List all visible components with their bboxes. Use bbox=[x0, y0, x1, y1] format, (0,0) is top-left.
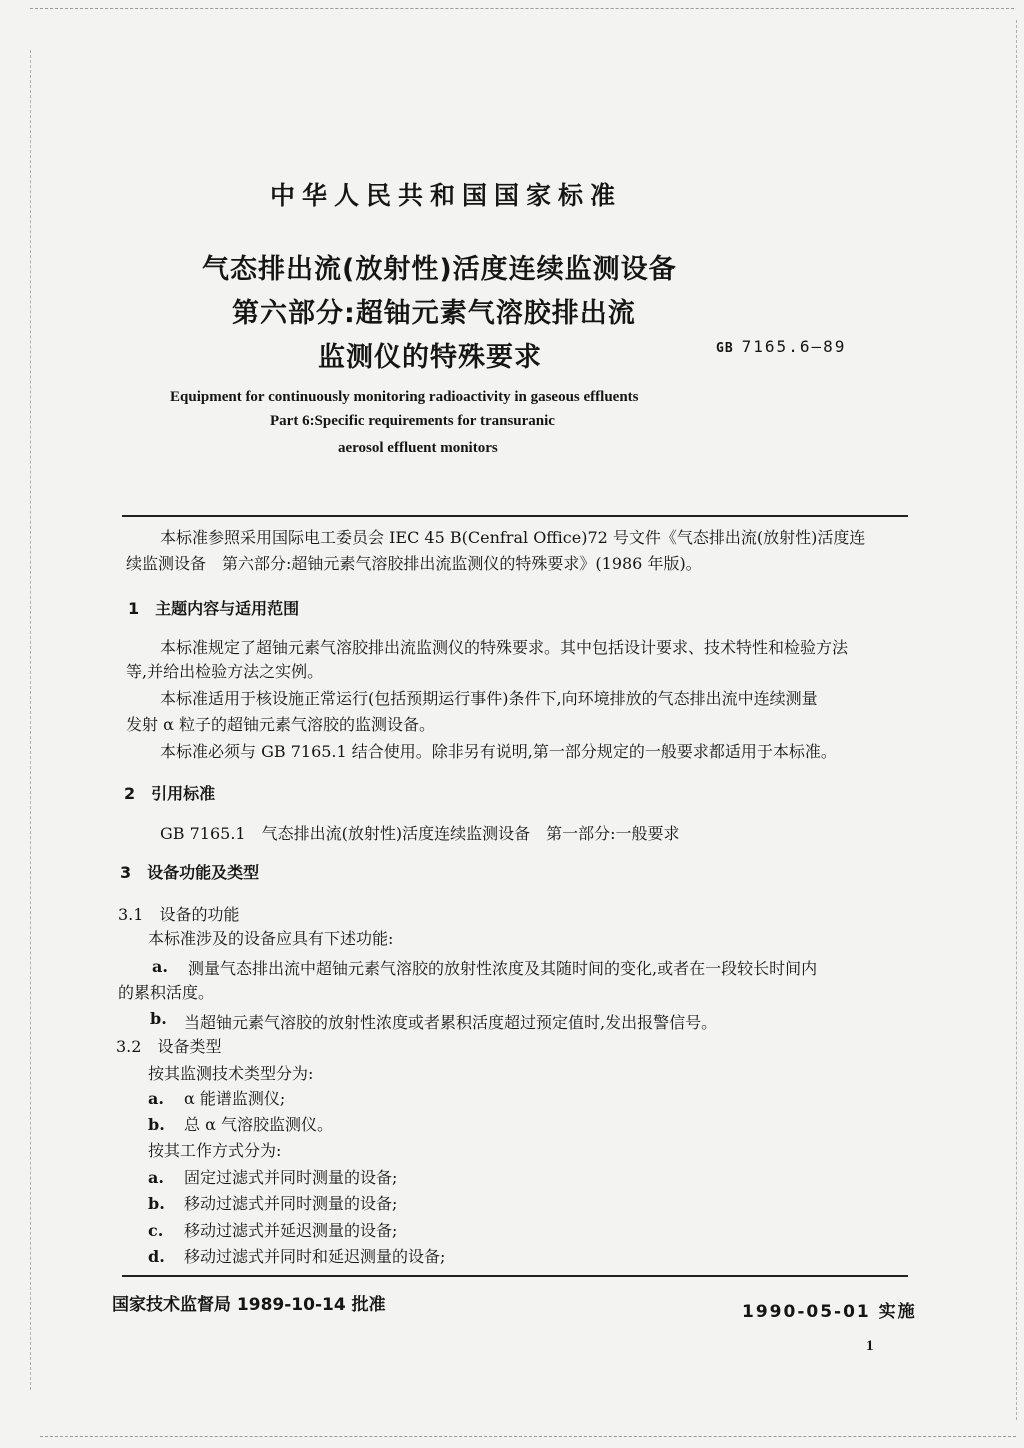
section-3-heading: 3 设备功能及类型 bbox=[120, 863, 260, 882]
work-mode-d-label: d. bbox=[148, 1247, 165, 1266]
section-1-line-2: 等,并给出检验方法之实例。 bbox=[126, 662, 324, 681]
header-divider bbox=[122, 515, 908, 517]
standard-type-heading: 中华人民共和国国家标准 bbox=[270, 181, 623, 210]
section-1-line-4: 发射 α 粒子的超铀元素气溶胶的监测设备。 bbox=[126, 715, 435, 734]
work-mode-d-text: 移动过滤式并同时和延迟测量的设备; bbox=[184, 1247, 446, 1266]
work-mode-a-label: a. bbox=[148, 1168, 164, 1187]
section-3-1-heading: 3.1 设备的功能 bbox=[118, 905, 240, 924]
work-mode-a-text: 固定过滤式并同时测量的设备; bbox=[184, 1168, 398, 1187]
work-mode-c-text: 移动过滤式并延迟测量的设备; bbox=[184, 1221, 398, 1240]
section-1-line-3: 本标准适用于核设施正常运行(包括预期运行事件)条件下,向环境排放的气态排出流中连续测量 bbox=[160, 689, 818, 708]
english-title-line-2: Part 6:Specific requirements for transuranic bbox=[270, 413, 555, 429]
approval-info: 国家技术监督局 1989-10-14 批准 bbox=[112, 1295, 386, 1315]
tech-type-b-text: 总 α 气溶胶监测仪。 bbox=[184, 1115, 333, 1134]
section-3-2-intro-2: 按其工作方式分为: bbox=[148, 1141, 282, 1160]
work-mode-c-label: c. bbox=[148, 1221, 164, 1240]
english-title-line-3: aerosol effluent monitors bbox=[338, 440, 498, 456]
work-mode-b-label: b. bbox=[148, 1194, 165, 1213]
tech-type-b-label: b. bbox=[148, 1115, 165, 1134]
section-1-line-1: 本标准规定了超铀元素气溶胶排出流监测仪的特殊要求。其中包括设计要求、技术特性和检验方法 bbox=[160, 638, 849, 657]
section-3-2-heading: 3.2 设备类型 bbox=[116, 1037, 222, 1056]
title-line-3: 监测仪的特殊要求 bbox=[318, 342, 542, 373]
function-item-b-text: 当超铀元素气溶胶的放射性浓度或者累积活度超过预定值时,发出报警信号。 bbox=[184, 1013, 718, 1032]
work-mode-b-text: 移动过滤式并同时测量的设备; bbox=[184, 1194, 398, 1213]
intro-line-2: 续监测设备 第六部分:超铀元素气溶胶排出流监测仪的特殊要求》(1986 年版)。 bbox=[126, 554, 702, 573]
page-number: 1 bbox=[866, 1338, 874, 1354]
title-line-1: 气态排出流(放射性)活度连续监测设备 bbox=[202, 254, 677, 285]
scan-edge-right bbox=[1016, 20, 1017, 1420]
scan-edge-top bbox=[30, 8, 1014, 9]
function-item-b-label: b. bbox=[150, 1009, 167, 1028]
section-3-2-intro-1: 按其监测技术类型分为: bbox=[148, 1064, 314, 1083]
footer-divider bbox=[122, 1275, 908, 1277]
implementation-date: 1990-05-01 实施 bbox=[742, 1302, 917, 1322]
scan-edge-bottom bbox=[40, 1436, 1016, 1437]
section-1-heading: 1 主题内容与适用范围 bbox=[128, 599, 300, 618]
standard-number bbox=[716, 337, 846, 356]
section-2-line-1: GB 7165.1 气态排出流(放射性)活度连续监测设备 第一部分:一般要求 bbox=[160, 824, 680, 843]
section-1-line-5: 本标准必须与 GB 7165.1 结合使用。除非另有说明,第一部分规定的一般要求都适用于本标准。 bbox=[160, 742, 837, 761]
section-3-1-intro: 本标准涉及的设备应具有下述功能: bbox=[148, 929, 394, 948]
section-2-heading: 2 引用标准 bbox=[124, 784, 216, 803]
intro-line-1: 本标准参照采用国际电工委员会 IEC 45 B(Cenfral Office)72 号文件《气态排出流(放射性)活度连 bbox=[160, 528, 866, 547]
scan-edge-left bbox=[30, 50, 31, 1390]
title-line-2: 第六部分:超铀元素气溶胶排出流 bbox=[232, 298, 636, 329]
function-item-a-line-1: 测量气态排出流中超铀元素气溶胶的放射性浓度及其随时间的变化,或者在一段较长时间内 bbox=[188, 959, 818, 978]
tech-type-a-text: α 能谱监测仪; bbox=[184, 1089, 286, 1108]
function-item-a-line-2: 的累积活度。 bbox=[118, 983, 215, 1002]
function-item-a-label: a. bbox=[152, 957, 168, 976]
standard-prefix: GB bbox=[716, 341, 734, 356]
tech-type-a-label: a. bbox=[148, 1089, 164, 1108]
standard-code: 7165.6—89 bbox=[741, 337, 847, 356]
english-title-line-1: Equipment for continuously monitoring radioactivity in gaseous effluents bbox=[170, 389, 639, 405]
